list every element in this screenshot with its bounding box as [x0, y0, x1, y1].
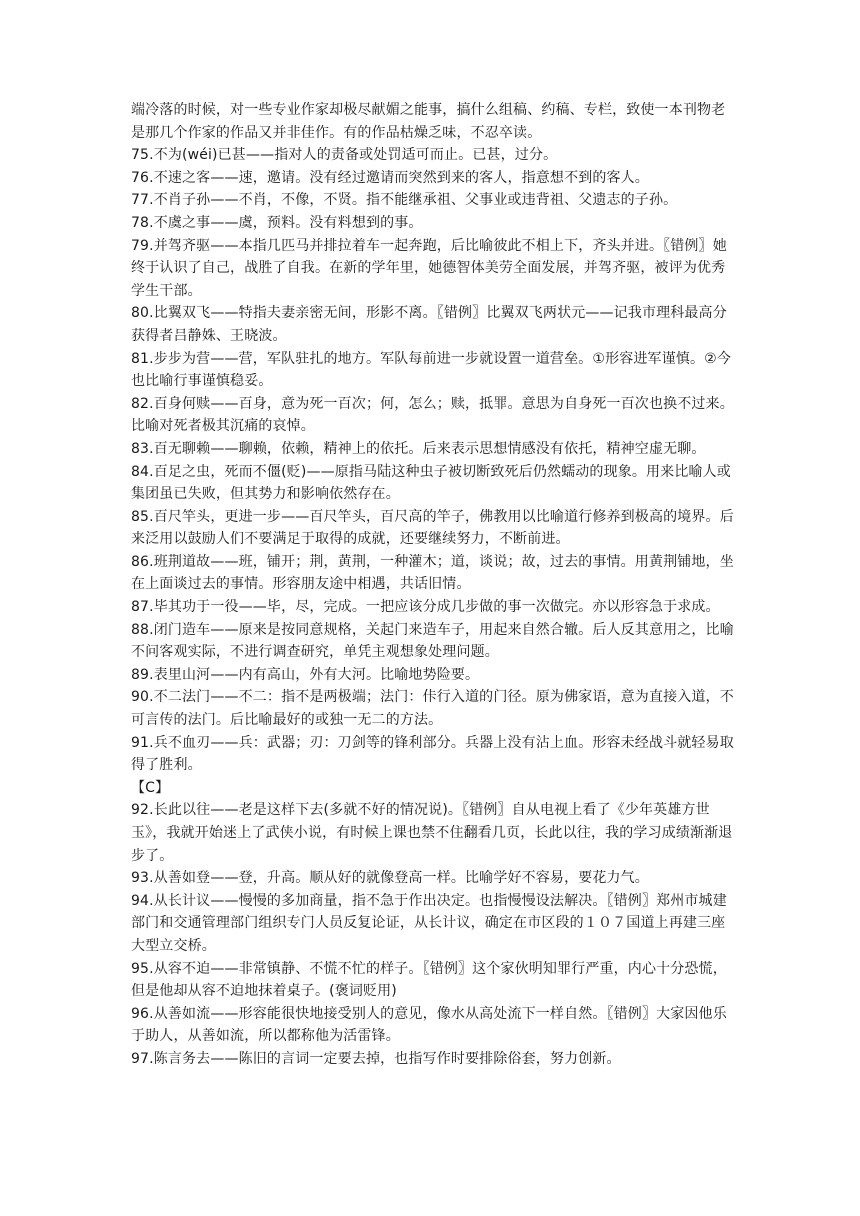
idiom-entry-76: 76.不速之客——速，邀请。没有经过邀请而突然到来的客人，指意想不到的客人。 [131, 169, 649, 186]
idiom-entry-93: 93.从善如登——登，升高。顺从好的就像登高一样。比喻学好不容易，要花力气。 [131, 870, 649, 887]
idiom-entry-77: 77.不肖子孙——不肖，不像，不贤。指不能继承祖、父事业或违背祖、父遗志的子孙。 [131, 192, 678, 209]
idiom-entry-87: 87.毕其功于一役——毕，尽，完成。一把应该分成几步做的事一次做完。亦以形容急于求成。 [131, 599, 720, 616]
idiom-entry-78: 78.不虞之事——虞，预料。没有料想到的事。 [131, 214, 423, 231]
idiom-entry-88: 88.闭门造车——原来是按同意规格，关起门来造车子，用起来自然合辙。后人反其意用之，比喻不问客观实际，不进行调查研究，单凭主观想象处理问题。 [131, 621, 734, 661]
idiom-entry-85: 85.百尺竿头，更进一步——百尺竿头，百尺高的竿子，佛教用以比喻道行修养到极高的境界。后来泛用以鼓励人们不要满足于取得的成就，还要继续努力，不断前进。 [131, 508, 734, 548]
idiom-entry-79: 79.并驾齐驱——本指几匹马并排拉着车一起奔跑，后比喻彼此不相上下，齐头并进。〖错例〗她终于认识了自己，战胜了自我。在新的学年里，她德智体美劳全面发展，并驾齐驱，被评为优秀学生干部。 [131, 237, 727, 299]
idiom-entry-92: 92.长此以往——老是这样下去(多就不好的情况说)。〖错例〗自从电视上看了《少年英雄方世玉》，我就开始迷上了武侠小说，有时候上课也禁不住翻看几页，长此以往，我的学习成绩渐渐退步了。 [131, 802, 733, 864]
idiom-entry-84: 84.百足之虫，死而不僵(贬)——原指马陆这种虫子被切断致死后仍然蠕动的现象。用来比喻人或集团虽已失败，但其势力和影响依然存在。 [131, 463, 731, 503]
idiom-entry-81: 81.步步为营——营，军队驻扎的地方。军队每前进一步就设置一道营垒。①形容进军谨慎。②今也比喻行事谨慎稳妥。 [131, 350, 731, 390]
idiom-entry-95: 95.从容不迫——非常镇静、不慌不忙的样子。〖错例〗这个家伙明知罪行严重，内心十分恐慌，但是他却从容不迫地抹着桌子。(褒词贬用) [131, 960, 727, 1000]
idiom-entry-96: 96.从善如流——形容能很快地接受别人的意见，像水从高处流下一样自然。〖错例〗大家因他乐于助人，从善如流，所以都称他为活雷锋。 [131, 1005, 727, 1045]
idiom-entry-89: 89.表里山河——内有高山，外有大河。比喻地势险要。 [131, 666, 480, 683]
idiom-entry-83: 83.百无聊赖——聊赖，依赖，精神上的依托。后来表示思想情感没有依托，精神空虚无聊。 [131, 440, 706, 457]
section-heading-c: 【C】 [131, 779, 170, 796]
idiom-entry-91: 91.兵不血刃——兵：武器；刃：刀剑等的锋利部分。兵器上没有沾上血。形容未经战斗就轻易取得了胜利。 [131, 734, 734, 774]
paragraph-continuation: 端冷落的时候，对一些专业作家却极尽献媚之能事，搞什么组稿、约稿、专栏，致使一本刊物老是那几个作家的作品又并非佳作。有的作品枯燥乏味，不忍卒读。 [131, 102, 726, 141]
document-body [131, 99, 735, 1071]
idiom-entry-82: 82.百身何赎——百身，意为死一百次；何，怎么；赎，抵罪。意思为自身死一百次也换不过来。比喻对死者极其沉痛的哀悼。 [131, 395, 734, 435]
idiom-entry-97: 97.陈言务去——陈旧的言词一定要去掉，也指写作时要排除俗套，努力创新。 [131, 1050, 621, 1067]
idiom-entry-75: 75.不为(wéi)已甚——指对人的责备或处罚适可而止。已甚，过分。 [131, 147, 558, 164]
idiom-entry-90: 90.不二法门——不二：指不是两极端；法门：佧行入道的门径。原为佛家语，意为直接入道，不可言传的法门。后比喻最好的或独一无二的方法。 [131, 689, 734, 729]
idiom-entry-80: 80.比翼双飞——特指夫妻亲密无间，形影不离。〖错例〗比翼双飞两状元——记我市理科最高分获得者吕静姝、王晓波。 [131, 305, 727, 344]
idiom-entry-94: 94.从长计议——慢慢的多加商量，指不急于作出决定。也指慢慢设法解决。〖错例〗郑州市城建部门和交通管理部门组织专门人员反复论证，从长计议，确定在市区段的１０７国道上再建三座大型立交桥。 [131, 892, 727, 954]
idiom-entry-86: 86.班荆道故——班，铺开；荆，黄荆，一种灌木；道，谈说；故，过去的事情。用黄荆铺地，坐在上面谈过去的事情。形容朋友途中相遇，共话旧情。 [131, 553, 734, 593]
